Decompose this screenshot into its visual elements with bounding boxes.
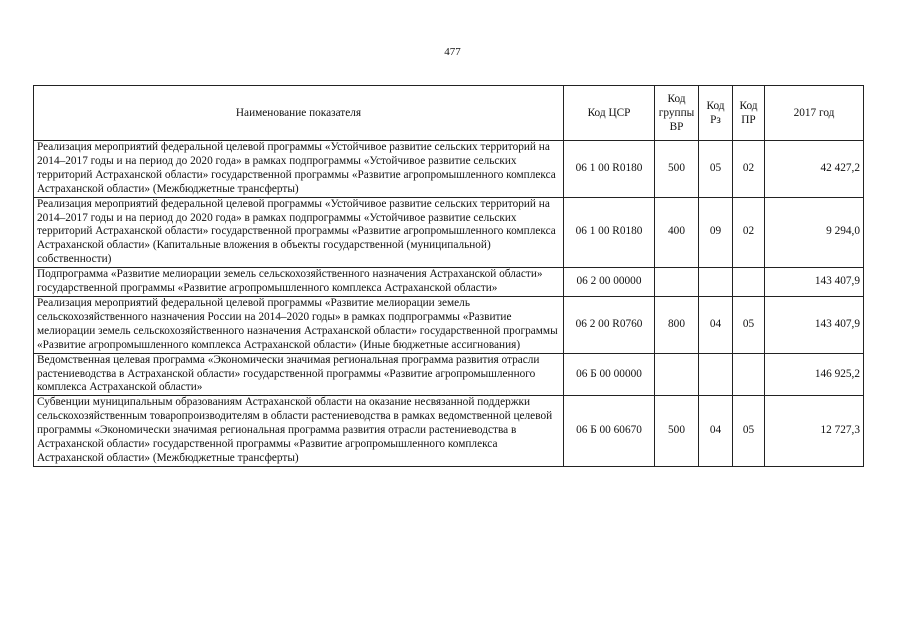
row-name: Реализация мероприятий федеральной целевой программы «Устойчивое развитие сельских территорий на 2014–2017 годы и на период до 2020 года» в рамках подпрограммы «Устойчивое развитие сельских территорий Астраханской области» государственной программы «Развитие агропромышленного комплекса Астраханской области» (Капитальные вложения в объекты государственной (муниципальной) собственности): [34, 197, 564, 268]
header-vr: Код группы ВР: [655, 86, 699, 141]
header-csr: Код ЦСР: [564, 86, 655, 141]
header-pr: Код ПР: [733, 86, 765, 141]
row-rz: [699, 353, 733, 396]
row-rz: 04: [699, 396, 733, 467]
row-csr: 06 Б 00 60670: [564, 396, 655, 467]
row-vr: [655, 353, 699, 396]
row-csr: 06 2 00 00000: [564, 268, 655, 297]
row-amount: 146 925,2: [765, 353, 864, 396]
row-csr: 06 2 00 R0760: [564, 296, 655, 353]
row-name: Подпрограмма «Развитие мелиорации земель сельскохозяйственного назначения Астраханской области» государственной программы «Развитие агропромышленного комплекса Астраханской области»: [34, 268, 564, 297]
row-rz: 04: [699, 296, 733, 353]
row-amount: 42 427,2: [765, 141, 864, 198]
budget-table: [33, 85, 864, 467]
row-pr: 02: [733, 197, 765, 268]
row-pr: 05: [733, 396, 765, 467]
row-vr: 400: [655, 197, 699, 268]
header-rz: Код Рз: [699, 86, 733, 141]
row-rz: [699, 268, 733, 297]
table-row: [34, 268, 864, 297]
row-vr: [655, 268, 699, 297]
row-pr: [733, 353, 765, 396]
row-rz: 05: [699, 141, 733, 198]
row-vr: 500: [655, 396, 699, 467]
table-row: [34, 296, 864, 353]
row-pr: 02: [733, 141, 765, 198]
row-amount: 12 727,3: [765, 396, 864, 467]
table-row: [34, 396, 864, 467]
table-row: [34, 353, 864, 396]
row-csr: 06 1 00 R0180: [564, 141, 655, 198]
row-rz: 09: [699, 197, 733, 268]
table-row: [34, 141, 864, 198]
header-year: 2017 год: [765, 86, 864, 141]
table-row: [34, 197, 864, 268]
row-amount: 143 407,9: [765, 268, 864, 297]
row-name: Субвенции муниципальным образованиям Астраханской области на оказание несвязанной поддержки сельскохозяйственным товаропроизводителям в области растениеводства в рамках ведомственной целевой программы «Экономически значимая региональная программа развития отрасли растениеводства в Астраханской области» государственной программы «Развитие агропромышленного комплекса Астраханской области» (Межбюджетные трансферты): [34, 396, 564, 467]
row-vr: 800: [655, 296, 699, 353]
row-name: Реализация мероприятий федеральной целевой программы «Развитие мелиорации земель сельскохозяйственного назначения России на 2014–2020 годы» в рамках подпрограммы «Развитие мелиорации земель сельскохозяйственного назначения Астраханской области» государственной программы «Развитие агропромышленного комплекса Астраханской области» (Иные бюджетные ассигнования): [34, 296, 564, 353]
page-number: 477: [444, 46, 461, 58]
header-row: [34, 86, 864, 141]
row-amount: 9 294,0: [765, 197, 864, 268]
row-pr: [733, 268, 765, 297]
header-name: Наименование показателя: [34, 86, 564, 141]
row-amount: 143 407,9: [765, 296, 864, 353]
row-name: Ведомственная целевая программа «Экономически значимая региональная программа развития отрасли растениеводства в Астраханской области» государственной программы «Развитие агропромышленного комплекса Астраханской области»: [34, 353, 564, 396]
row-vr: 500: [655, 141, 699, 198]
row-pr: 05: [733, 296, 765, 353]
row-csr: 06 1 00 R0180: [564, 197, 655, 268]
row-name: Реализация мероприятий федеральной целевой программы «Устойчивое развитие сельских территорий на 2014–2017 годы и на период до 2020 года» в рамках подпрограммы «Устойчивое развитие сельских территорий Астраханской области» государственной программы «Развитие агропромышленного комплекса Астраханской области» (Межбюджетные трансферты): [34, 141, 564, 198]
row-csr: 06 Б 00 00000: [564, 353, 655, 396]
